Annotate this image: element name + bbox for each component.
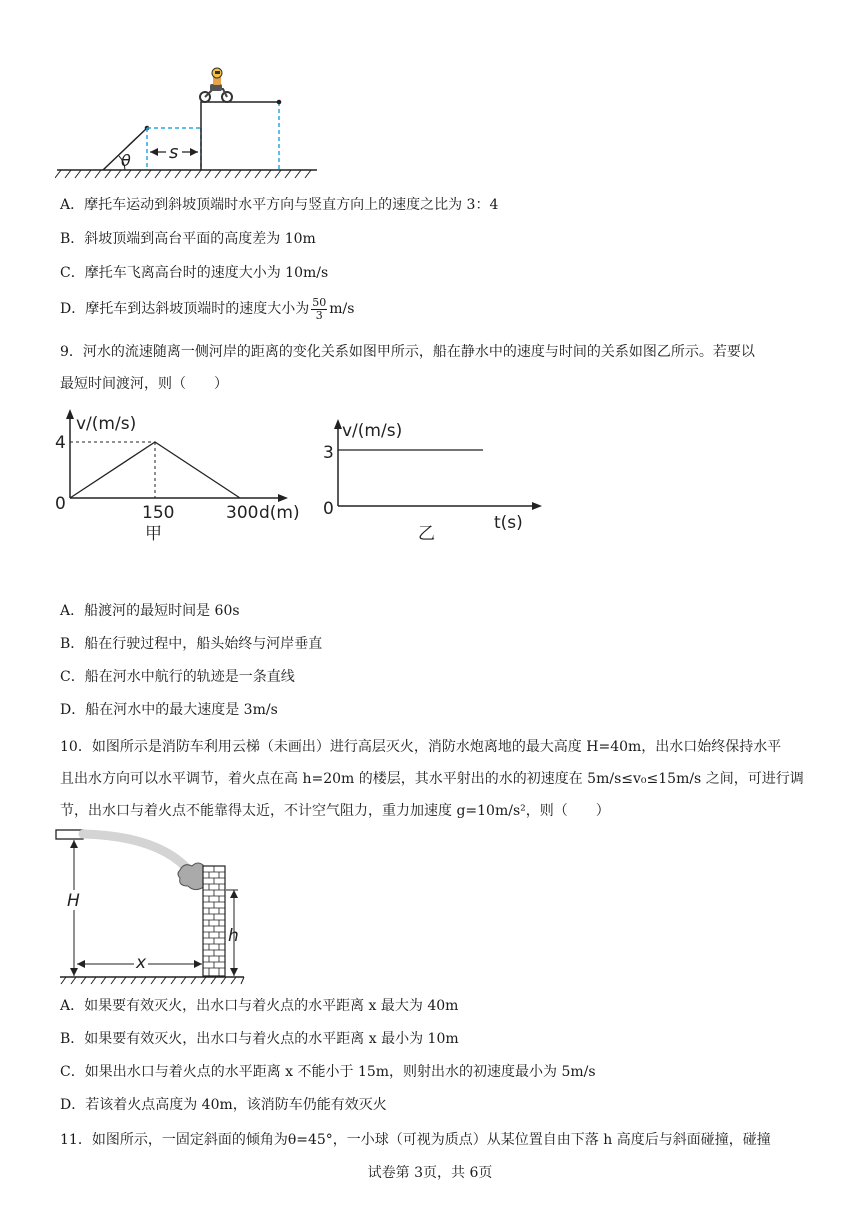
q8-option-d-unit: m/s xyxy=(329,301,355,317)
jia-x-tick-150: 150 xyxy=(142,503,175,523)
chart-jia xyxy=(48,405,308,555)
page-footer: 试卷第 3页，共 6页 xyxy=(367,1165,493,1181)
q9-option-a: A．船渡河的最短时间是 60s xyxy=(60,603,240,619)
jia-caption: 甲 xyxy=(145,524,162,544)
q9-stem-line2: 最短时间渡河，则（ ） xyxy=(60,376,228,392)
brick-wall xyxy=(203,866,225,976)
yi-y-axis-label: v/(m/s) xyxy=(342,421,403,441)
q10-option-b: B．如果要有效灭火，出水口与着火点的水平距离 x 最小为 10m xyxy=(60,1031,459,1047)
q8-option-a: A．摩托车运动到斜坡顶端时水平方向与竖直方向上的速度之比为 3：4 xyxy=(60,197,499,213)
theta-label: θ xyxy=(121,151,131,170)
q10-option-d: D．若该着火点高度为 40m，该消防车仍能有效灭火 xyxy=(60,1097,387,1113)
q10-stem-line2: 且出水方向可以水平调节，着火点在高 h=20m 的楼层，其水平射出的水的初速度在 5m/s≤v₀≤15m/s 之间，可进行调 xyxy=(60,771,804,787)
jia-y-tick-4: 4 xyxy=(55,433,66,453)
q9-option-d: D．船在河水中的最大速度是 3m/s xyxy=(60,702,278,718)
fraction-50-3: $\frac{50}{3}$ xyxy=(312,295,327,322)
q8-option-c: C．摩托车飞离高台时的速度大小为 10m/s xyxy=(60,265,329,281)
q8-option-d xyxy=(60,294,354,324)
yi-caption: 乙 xyxy=(418,524,435,544)
yi-origin: 0 xyxy=(323,499,334,519)
jia-origin: 0 xyxy=(55,494,66,514)
x-label: x xyxy=(136,953,147,973)
H-label: H xyxy=(67,891,80,911)
motorbike-rider-icon xyxy=(200,68,232,102)
yi-x-axis-label: t(s) xyxy=(494,513,523,533)
q10-stem-line1: 10．如图所示是消防车利用云梯（未画出）进行高层灭火，消防水炮离地的最大高度 H=40m，出水口始终保持水平 xyxy=(60,739,782,755)
q8-option-b: B．斜坡顶端到高台平面的高度差为 10m xyxy=(60,231,316,247)
s-label: s xyxy=(169,142,179,163)
h-label: h xyxy=(228,926,239,946)
chart-yi xyxy=(318,415,558,550)
jia-x-tick-300: 300 xyxy=(226,503,259,523)
jia-x-axis-label: d(m) xyxy=(259,503,300,523)
q8-option-d-text: D．摩托车到达斜坡顶端时的速度大小为 xyxy=(60,301,310,317)
jia-y-axis-label: v/(m/s) xyxy=(76,414,137,434)
q10-stem-line3: 节，出水口与着火点不能靠得太近，不计空气阻力，重力加速度 g=10m/s²，则（ ） xyxy=(60,803,610,819)
fire-truck-figure xyxy=(52,826,252,986)
q11-stem-line1: 11．如图所示，一固定斜面的倾角为θ=45°，一小球（可视为质点）从某位置自由下落 h 高度后与斜面碰撞，碰撞 xyxy=(60,1132,771,1148)
q10-option-a: A．如果要有效灭火，出水口与着火点的水平距离 x 最大为 40m xyxy=(60,998,459,1014)
q9-stem-line1: 9．河水的流速随离一侧河岸的距离的变化关系如图甲所示，船在静水中的速度与时间的关系如图乙所示。若要以 xyxy=(60,344,755,360)
q10-option-c: C．如果出水口与着火点的水平距离 x 不能小于 15m，则射出水的初速度最小为 5m/s xyxy=(60,1064,596,1080)
q9-option-c: C．船在河水中航行的轨迹是一条直线 xyxy=(60,669,295,685)
q9-option-b: B．船在行驶过程中，船头始终与河岸垂直 xyxy=(60,636,323,652)
ramp-figure xyxy=(55,62,325,180)
yi-y-tick-3: 3 xyxy=(323,443,334,463)
